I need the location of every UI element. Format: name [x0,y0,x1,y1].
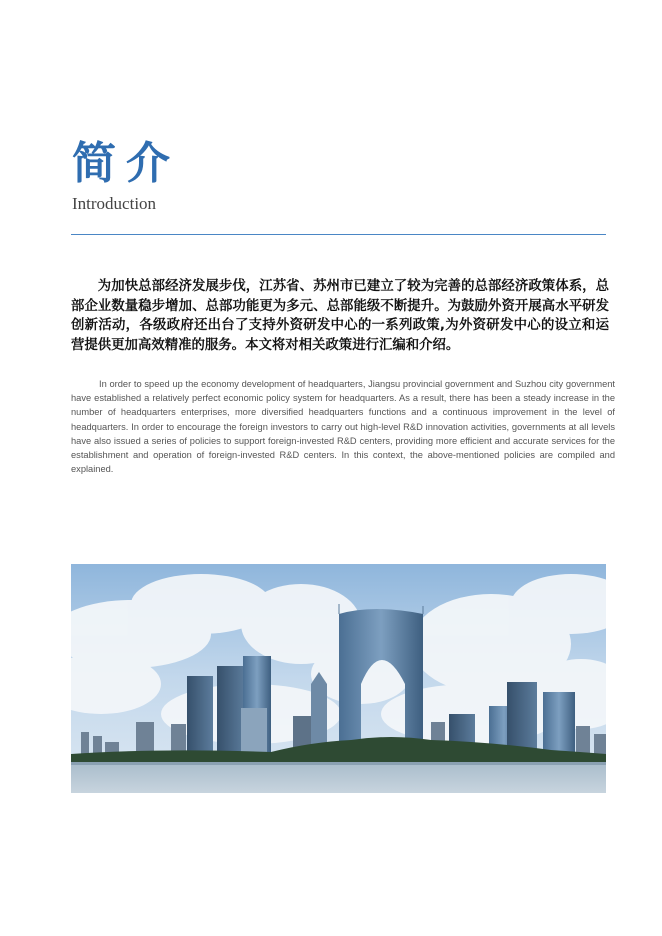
page-title-en: Introduction [72,194,157,213]
intro-paragraph-cn: 为加快总部经济发展步伐，江苏省、苏州市已建立了较为完善的总部经济政策体系，总部企业数量稳步增加、总部功能更为多元、总部能级不断提升。为鼓励外资开展高水平研发创新活动，各级政府还出台了支持外资研发中心的一系列政策,为外资研发中心的设立和运营提供更加高效精准的服务。本文将对相关政策进行汇编和介绍。 [71,279,609,353]
city-skyline-photo [71,564,606,793]
page-title-cn: 简介 [72,138,180,189]
intro-paragraph-en: In order to speed up the economy development of headquarters, Jiangsu provincial government and Suzhou city government have established a relatively perfect economic policy system for headquarters. As a result, there has been a steady increase in the number of headquarters enterprises, more diversified headquarters functions and a continuous improvement in the level of headquarters. In order to encourage the foreign investors to carry out high-level R&D innovation activities, governments at all levels have also issued a series of policies to support foreign-invested R&D centers, providing more efficient and accurate services for the establishment and operation of foreign-invested R&D centers. In this context, the above-mentioned policies are compiled and explained. [71,379,615,475]
title-divider [71,234,606,235]
